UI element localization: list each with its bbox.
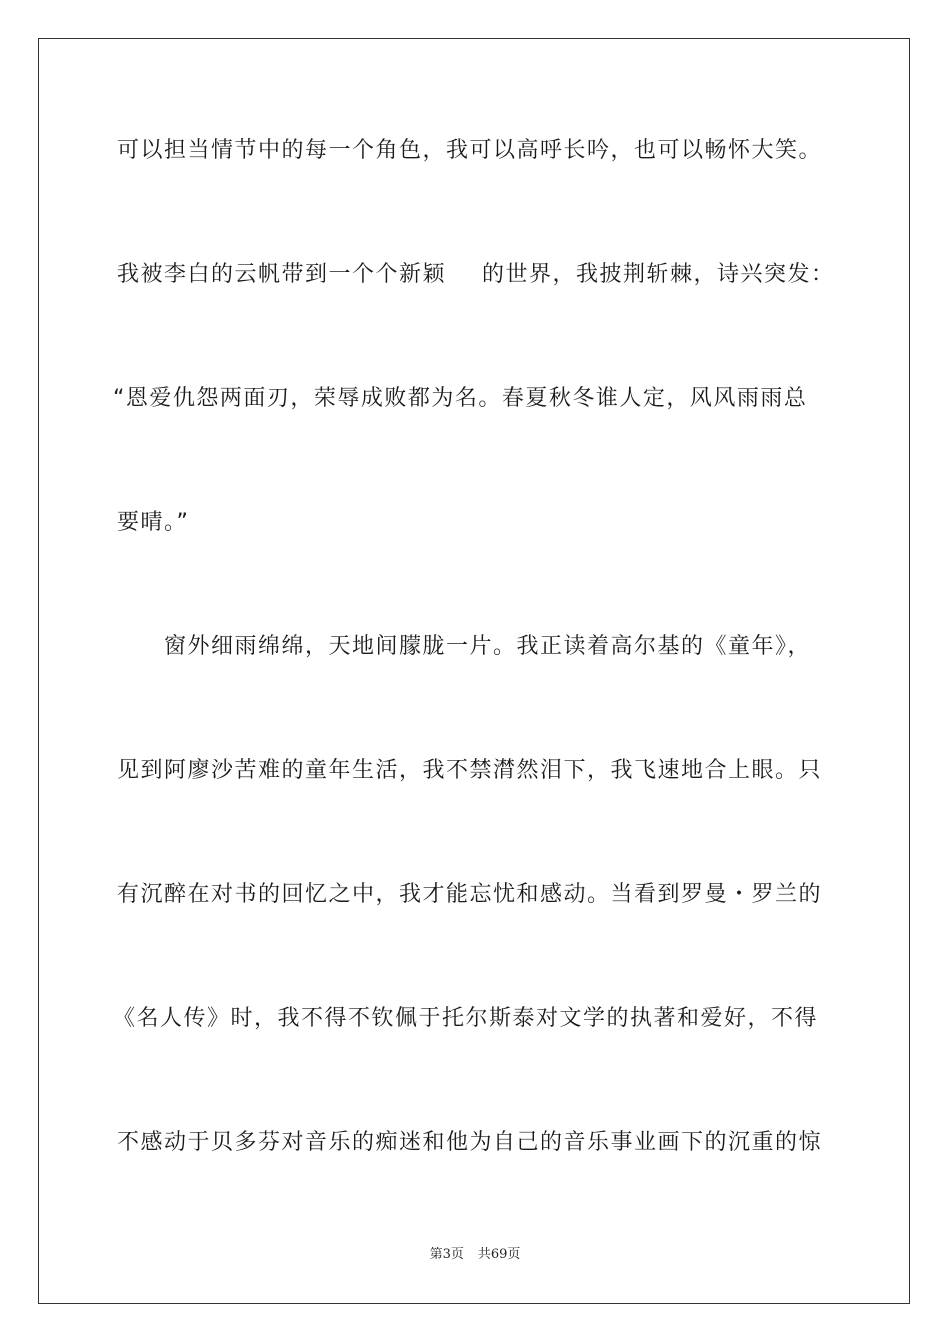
- text-line-2: [117, 261, 837, 289]
- text-line-8: 《名人传》时，我不得不钦佩于托尔斯泰对文学的执著和爱好，不得: [113, 1006, 819, 1031]
- text-line-5: 窗外细雨绵绵，天地间朦胧一片。我正读着高尔基的《童年》，: [117, 634, 812, 659]
- text-line-2-part-1: 我被李白的云帆带到一个个新颖: [117, 262, 447, 287]
- page-total: 共69页: [477, 1247, 521, 1262]
- page-number: 第3页: [429, 1247, 464, 1262]
- text-line-6: 见到阿廖沙苦难的童年生活，我不禁潸然泪下，我飞速地合上眼。只: [117, 758, 823, 783]
- text-line-4: 要晴。”: [117, 510, 190, 535]
- text-line-2-part-2: 的世界，我披荆斩棘，诗兴突发：: [482, 262, 835, 287]
- text-line-9: 不感动于贝多芬对音乐的痴迷和他为自己的音乐事业画下的沉重的惊: [117, 1130, 823, 1155]
- page-border: [38, 38, 910, 1304]
- text-line-7: 有沉醉在对书的回忆之中，我才能忘忧和感动。当看到罗曼・罗兰的: [117, 882, 823, 907]
- text-line-1: 可以担当情节中的每一个角色，我可以高呼长吟，也可以畅怀大笑。: [117, 138, 823, 163]
- page-footer: [0, 1246, 950, 1264]
- text-line-3: “恩爱仇怨两面刃，荣辱成败都为名。春夏秋冬谁人定，风风雨雨总: [113, 386, 808, 411]
